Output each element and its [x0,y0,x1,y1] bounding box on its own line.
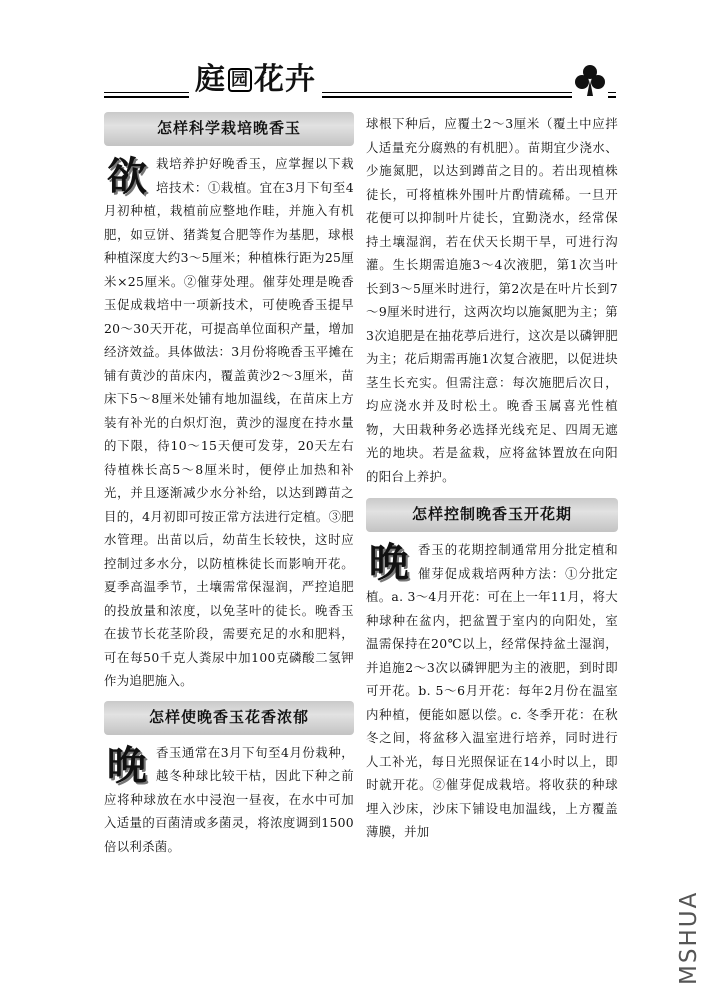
article-paragraph [104,152,354,693]
section-title: 怎样科学栽培晚香玉 [104,112,354,146]
column-header [104,62,616,102]
clover-icon [572,62,608,98]
article-paragraph [366,538,618,844]
article-text: 香玉的花期控制通常用分批定植和催芽促成栽培两种方法：①分批定植。a. 3～4月开花：可在上一年11月，将大种球种在盆内，把盆置于室内的向阳处，室温需保持在20℃以上，经常保持盆土湿润，并追施2～3次以磷钾肥为主的液肥，到时即可开花。b. 5～6月开花：每年2月份在温室内种植，便能如愿以偿。c. 冬季开花：在秋冬之间，将盆移入温室进行培养，同时进行人工补光，每日光照保证在14小时以上，即时就开花。②催芽促成栽培。将收获的种球埋入沙床，沙床下铺设电加温线，上方覆盖薄膜，并加 [366,542,618,839]
column-title [189,62,322,98]
column-title-small: 园 [228,68,252,92]
drop-cap: 晚 [106,742,148,789]
column-title-rest: 花卉 [254,62,316,97]
article-paragraph [366,112,618,488]
article-text: 球根下种后，应覆土2～3厘米（覆土中应拌人适量充分腐熟的有机肥）。苗期宜少浇水、少施氮肥，以达到蹲苗之目的。若出现植株徒长，可将植株外围叶片酌情疏稀。一旦开花便可以抑制叶片徒长，宜勤浇水，经常保持土壤湿润，若在伏天长期干旱，可进行沟灌。生长期需追施3～4次液肥，第1次当叶长到3～5厘米时进行，第2次是在叶片长到7～9厘米时进行，这两次均以施氮肥为主；第3次追肥是在抽花葶后进行，这次是以磷钾肥为主；花后期需再施1次复合液肥，以促进块茎生长充实。但需注意：每次施肥后次日，均应浇水并及时松土。晚香玉属喜光性植物，大田栽种务必选择光线充足、四周无遮光的地块。若是盆栽，应将盆钵置放在向阳的阳台上养护。 [366,116,618,484]
watermark: MSHUA [676,890,702,985]
article-text: 栽培养护好晚香玉，应掌握以下栽培技术：①栽植。宜在3月下旬至4月初种植，栽植前应整地作畦，并施入有机肥，如豆饼、猪粪复合肥等作为基肥，球根种植深度大约3～5厘米；种植株行距为25厘米×25厘米。②催芽处理。催芽处理是晚香玉促成栽培中一项新技术，可使晚香玉提早20～30天开花，可提高单位面积产量，增加经济效益。具体做法：3月份将晚香玉平摊在铺有黄沙的苗床内，覆盖黄沙2～3厘米，苗床下5～8厘米处铺有地加温线，在苗床上方装有补光的白炽灯泡，黄沙的湿度在持水量的下限，待10～15天便可发芽，20天左右待植株长高5～8厘米时，便停止加热和补光，并且逐渐减少水分补给，以达到蹲苗之目的，4月初即可按正常方法进行定植。③肥水管理。出苗以后，幼苗生长较快，这时应控制过多水分，以防植株徒长而影响开花。夏季高温季节，土壤需常保湿润，严控追肥的投放量和浓度，以免茎叶的徒长。晚香玉在拔节长花茎阶段，需要充足的水和肥料，可在每50千克人粪尿中加100克磷酸二氢钾作为追肥施入。 [104,156,354,688]
drop-cap: 晚 [368,540,410,586]
section-title: 怎样控制晚香玉开花期 [366,498,618,532]
drop-cap: 欲 [106,154,148,200]
left-column [104,110,354,858]
header-rule [104,92,616,93]
article-text: 香玉通常在3月下旬至4月份栽种，越冬种球比较干枯，因此下种之前应将种球放在水中浸泡一昼夜，在水中可加入适量的百菌清或多菌灵，将浓度调到1500倍以利杀菌。 [104,744,354,854]
column-title-big: 庭 [195,62,226,97]
header-rule [104,96,616,98]
section-title: 怎样使晚香玉花香浓郁 [104,701,354,735]
article-paragraph [104,741,354,859]
right-column [366,112,618,844]
